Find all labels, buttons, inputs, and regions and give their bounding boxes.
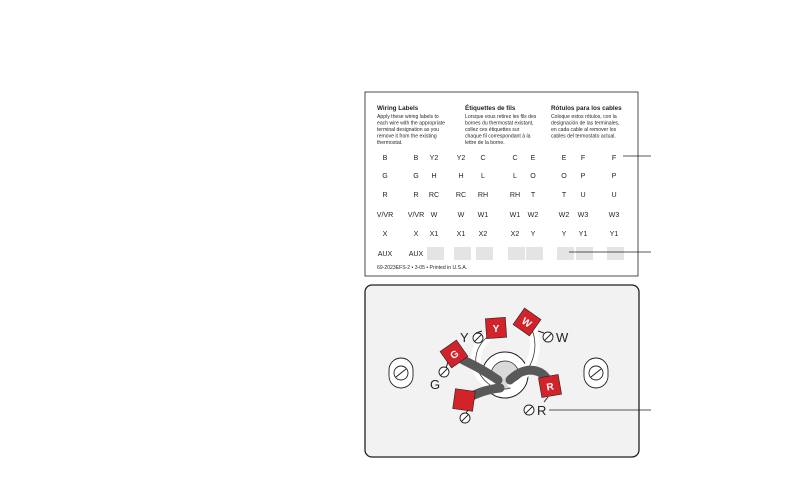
wire-label-l: L bbox=[513, 172, 517, 180]
wire-label-f: F bbox=[580, 154, 586, 162]
wire-label-y1: Y1 bbox=[609, 230, 619, 238]
blank-label bbox=[454, 247, 471, 260]
blank-label bbox=[557, 247, 574, 260]
wire-label-w1: W1 bbox=[509, 211, 521, 219]
wire-label-w3: W3 bbox=[608, 211, 620, 219]
terminal-label-w: W bbox=[556, 330, 569, 345]
wire-label-rh: RH bbox=[509, 191, 521, 199]
svg-text:R: R bbox=[545, 381, 555, 394]
header-english: Wiring Labels bbox=[377, 105, 419, 112]
paragraph-spanish: Coloque estos rótulos, con la designación de las terminales, en cada cable al remover los cables del termostato actual. bbox=[551, 114, 620, 140]
wire-label-h: H bbox=[431, 172, 437, 180]
wire-label-w: W bbox=[457, 211, 465, 219]
wire-label-y2: Y2 bbox=[429, 154, 439, 162]
wire-label-x2: X2 bbox=[478, 230, 488, 238]
terminal-screw-r bbox=[524, 405, 534, 415]
wire-label-y2: Y2 bbox=[456, 154, 466, 162]
wire-label-r: R bbox=[382, 191, 388, 199]
wallplate-illustration bbox=[365, 285, 639, 457]
wire-label-g: G bbox=[413, 172, 419, 180]
wire-label-h: H bbox=[458, 172, 464, 180]
terminal-label-y: Y bbox=[460, 330, 469, 345]
paragraph-english: Apply these wiring labels to each wire with the appropriate terminal designation as you remove it from the existing thermostat. bbox=[377, 114, 445, 146]
blank-label bbox=[508, 247, 525, 260]
wire-label-e: E bbox=[561, 154, 567, 162]
wire-label-x1: X1 bbox=[456, 230, 466, 238]
blank-label bbox=[607, 247, 624, 260]
wire-label-u: U bbox=[580, 191, 586, 199]
wire-label-x: X bbox=[413, 230, 419, 238]
paragraph-french: Lorsque vous retirez les fils des bornes du thermostat existant, collez ces étiquettes sur chaque fil correspondant à la lettre de la borne. bbox=[465, 114, 537, 146]
wire-label-w: W bbox=[430, 211, 438, 219]
terminal-screw-g bbox=[439, 367, 449, 377]
wire-label-c: C bbox=[480, 154, 486, 162]
blank-label bbox=[476, 247, 493, 260]
wire-label-o: O bbox=[530, 172, 536, 180]
wire-label-y: Y bbox=[561, 230, 567, 238]
blank-label bbox=[576, 247, 593, 260]
wire-label-y: Y bbox=[530, 230, 536, 238]
terminal-screw-y bbox=[473, 333, 483, 343]
svg-text:G: G bbox=[448, 348, 462, 362]
wire-label-f: F bbox=[611, 154, 617, 162]
wiring-label-card bbox=[365, 92, 638, 276]
wire-label-b: B bbox=[382, 154, 388, 162]
wire-label-rc: RC bbox=[428, 191, 440, 199]
wire-label-l: L bbox=[481, 172, 485, 180]
wire-label-g: G bbox=[382, 172, 388, 180]
wire-label-p: P bbox=[611, 172, 617, 180]
terminal-screw-w bbox=[543, 332, 553, 342]
wire-label-w2: W2 bbox=[527, 211, 539, 219]
wire-label-p: P bbox=[580, 172, 586, 180]
wire-label-x2: X2 bbox=[510, 230, 520, 238]
wire-label-rh: RH bbox=[477, 191, 489, 199]
terminal-screw-blank bbox=[460, 413, 470, 423]
blank-label bbox=[526, 247, 543, 260]
wire-label-c: C bbox=[512, 154, 518, 162]
wire-tag-r bbox=[538, 374, 561, 397]
wire-label-y1: Y1 bbox=[578, 230, 588, 238]
wire-label-u: U bbox=[611, 191, 617, 199]
wire-label-t: T bbox=[530, 191, 536, 199]
wire-label-o: O bbox=[561, 172, 567, 180]
mounting-screw-left bbox=[389, 358, 413, 388]
wire-label-rc: RC bbox=[455, 191, 467, 199]
wire-label-t: T bbox=[561, 191, 567, 199]
wire-label-w2: W2 bbox=[558, 211, 570, 219]
svg-text:W: W bbox=[519, 316, 534, 331]
svg-text:Y: Y bbox=[492, 324, 500, 335]
wire-label-r: R bbox=[413, 191, 419, 199]
wire-label-x1: X1 bbox=[429, 230, 439, 238]
terminal-label-r: R bbox=[537, 403, 547, 418]
blank-label bbox=[427, 247, 444, 260]
wire-label-x: X bbox=[382, 230, 388, 238]
wire-tag-blank bbox=[453, 389, 476, 412]
wire-label-b: B bbox=[413, 154, 419, 162]
wire-tag-y bbox=[485, 317, 506, 338]
mounting-screw-right bbox=[584, 358, 608, 388]
wire-label-aux: AUX bbox=[377, 250, 393, 258]
wire-label-w1: W1 bbox=[477, 211, 489, 219]
wire-label-v-vr: V/VR bbox=[407, 211, 425, 219]
wire-label-w3: W3 bbox=[577, 211, 589, 219]
card-footer: 69-2023EFS-2 • 3-05 • Printed in U.S.A. bbox=[377, 265, 468, 271]
header-spanish: Rótulos para los cables bbox=[551, 105, 622, 112]
wire-label-aux: AUX bbox=[408, 250, 424, 258]
wire-label-e: E bbox=[530, 154, 536, 162]
header-french: Étiquettes de fils bbox=[465, 105, 516, 112]
wire-label-v-vr: V/VR bbox=[376, 211, 394, 219]
terminal-label-g: G bbox=[430, 377, 441, 392]
